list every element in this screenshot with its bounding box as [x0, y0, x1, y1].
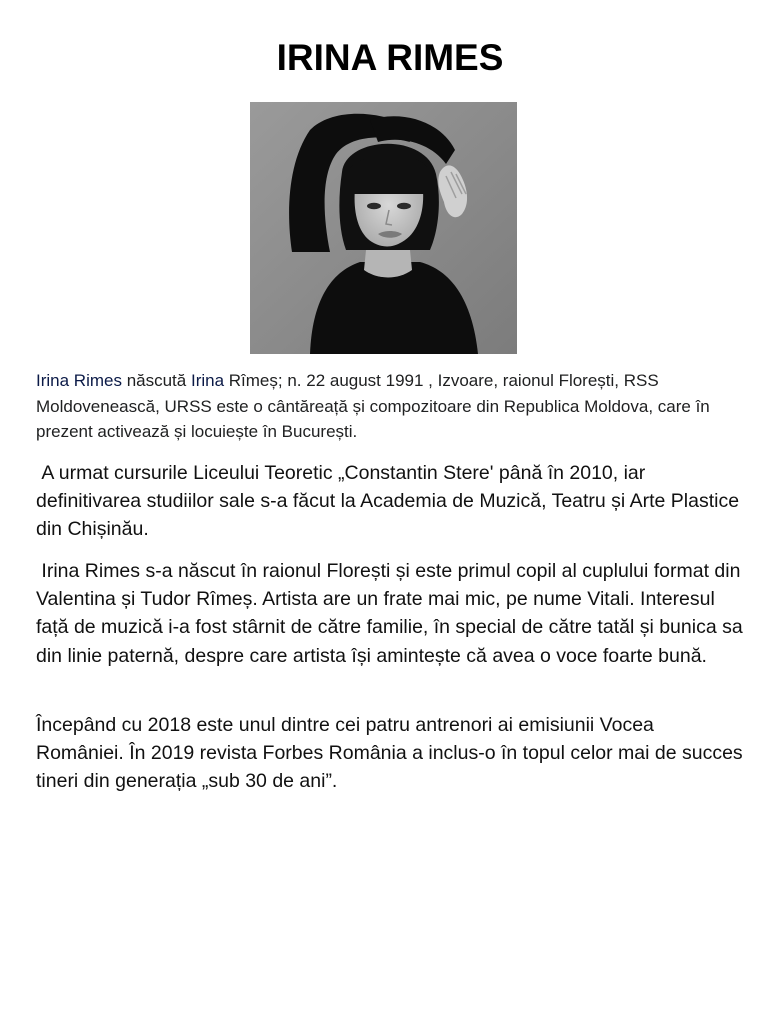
portrait-illustration — [250, 102, 517, 354]
paragraph-education: A urmat cursurile Liceului Teoretic „Constantin Stere' până în 2010, iar definitivarea studiilor sale s-a făcut la Academia de Muzică, Teatru și Arte Plastice din Chișinău. — [36, 462, 745, 541]
artist-name-link[interactable]: Irina Rimes — [36, 371, 122, 390]
intro-paragraph — [36, 368, 736, 445]
intro-text-part-1: născută — [121, 371, 191, 390]
given-name-link[interactable]: Irina — [190, 371, 225, 390]
portrait-photo — [250, 102, 517, 354]
paragraph-career: Începând cu 2018 este unul dintre cei patru antrenori ai emisiunii Vocea României. În 2019 revista Forbes România a inclus-o în topul celor mai de succes tineri din generația „sub 30 de ani”. — [36, 714, 749, 793]
paragraph-family: Irina Rimes s-a născut în raionul Florești și este primul copil al cuplului format din Valentina și Tudor Rîmeș. Artista are un frate mai mic, pe nume Vitali. Interesul față de muzică i-a fost stârnit de către familie, în special de către tatăl și bunica sa din linie paternă, despre care artista își amintește că avea o voce foarte bună. — [36, 560, 749, 667]
intro-text-part-2: Rîmeș; n. 22 august 1991 , Izvoare, raionul Florești, RSS Moldovenească, URSS este o cântăreață și compozitoare din Republica Moldova, care în prezent activează și locuiește în București. — [36, 371, 710, 441]
page-title: IRINA RIMES — [276, 37, 504, 78]
